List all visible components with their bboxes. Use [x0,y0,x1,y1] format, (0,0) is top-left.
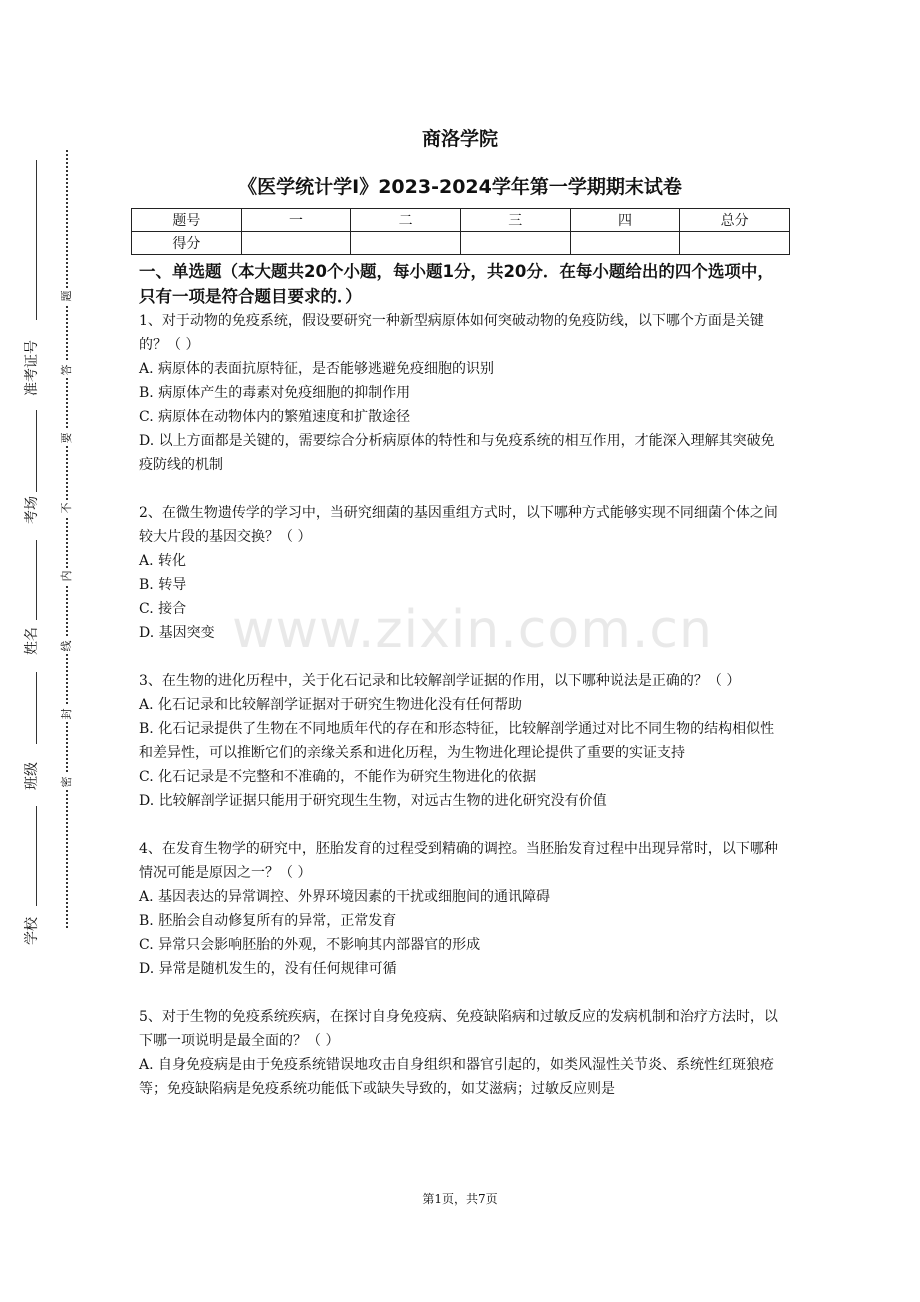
field-label-admission: 准考证号 [24,340,40,396]
question-option: C. 异常只会影响胚胎的外观，不影响其内部器官的形成 [139,937,481,953]
question-4 [139,837,784,981]
score-header-cell: 一 [241,209,351,232]
binding-char: 内 [59,568,75,584]
field-label-school: 学校 [24,917,40,945]
binding-char: 封 [59,706,75,722]
question-option: B. 病原体产生的毒素对免疫细胞的抑制作用 [139,385,411,401]
field-line-school [36,806,37,906]
score-header-cell: 二 [351,209,461,232]
binding-char: 答 [59,362,75,378]
question-stem: 4、在发育生物学的研究中，胚胎发育的过程受到精确的调控。当胚胎发育过程中出现异常时，以下哪种情况可能是原因之一？（ ） [139,841,778,881]
binding-char: 要 [59,430,75,446]
question-option: D. 异常是随机发生的，没有任何规律可循 [139,961,397,977]
binding-char: 不 [59,500,75,516]
question-stem: 3、在生物的进化历程中，关于化石记录和比较解剖学证据的作用，以下哪种说法是正确的？（ ） [139,673,741,689]
score-header-cell: 总分 [680,209,790,232]
score-cell [460,232,570,255]
score-header-cell: 四 [570,209,680,232]
score-cell [570,232,680,255]
score-cell [241,232,351,255]
questions-body [139,309,784,1125]
field-label-class: 班级 [24,762,40,790]
score-table [131,208,790,255]
question-3 [139,669,784,813]
binding-char: 题 [59,288,75,304]
question-option: A. 化石记录和比较解剖学证据对于研究生物进化没有任何帮助 [139,697,523,713]
field-line-class [36,672,37,744]
question-option: A. 基因表达的异常调控、外界环境因素的干扰或细胞间的通讯障碍 [139,889,551,905]
question-option: D. 以上方面都是关键的，需要综合分析病原体的特性和与免疫系统的相互作用，才能深入理解其突破免疫防线的机制 [139,433,775,473]
field-label-room: 考场 [24,496,40,524]
question-option: D. 比较解剖学证据只能用于研究现生生物，对远古生物的进化研究没有价值 [139,793,607,809]
field-line-room [36,410,37,492]
page-number: 第1页，共7页 [422,1192,498,1206]
question-1 [139,309,784,477]
question-option: D. 基因突变 [139,625,215,641]
section-heading: 一、单选题（本大题共20个小题，每小题1分，共20分．在每小题给出的四个选项中，只有一项是符合题目要求的．） [139,262,774,306]
question-stem: 5、对于生物的免疫系统疾病，在探讨自身免疫病、免疫缺陷病和过敏反应的发病机制和治疗方法时，以下哪一项说明是最全面的？（ ） [139,1009,778,1049]
school-name: 商洛学院 [421,128,498,150]
question-option: A. 病原体的表面抗原特征，是否能够逃避免疫细胞的识别 [139,361,495,377]
question-option: A. 转化 [139,553,187,569]
score-cell [351,232,461,255]
score-table-header-row [132,209,790,232]
watermark: www.zixin.com.cn [232,600,713,660]
question-option: C. 病原体在动物体内的繁殖速度和扩散途径 [139,409,411,425]
binding-char: 线 [59,638,75,654]
question-option: C. 接合 [139,601,187,617]
question-option: B. 胚胎会自动修复所有的异常，正常发育 [139,913,397,929]
binding-char: 密 [59,774,75,790]
question-option: C. 化石记录是不完整和不准确的，不能作为研究生物进化的依据 [139,769,537,785]
field-line-name [36,540,37,620]
question-5 [139,1005,784,1101]
score-table-score-row [132,232,790,255]
question-option: B. 化石记录提供了生物在不同地质年代的存在和形态特征，比较解剖学通过对比不同生物的结构相似性和差异性，可以推断它们的亲缘关系和进化历程，为生物进化理论提供了重要的实证支持 [139,721,775,761]
question-option: A. 自身免疫病是由于免疫系统错误地攻击自身组织和器官引起的，如类风湿性关节炎、系统性红斑狼疮等；免疫缺陷病是免疫系统功能低下或缺失导致的，如艾滋病；过敏反应则是 [139,1057,775,1097]
question-stem: 2、在微生物遗传学的学习中，当研究细菌的基因重组方式时，以下哪种方式能够实现不同细菌个体之间较大片段的基因交换？（ ） [139,505,778,545]
question-option: B. 转导 [139,577,187,593]
score-header-cell: 三 [460,209,570,232]
binding-dotted-line [66,150,68,928]
score-header-cell: 题号 [132,209,242,232]
score-row-label: 得分 [132,232,242,255]
field-label-name: 姓名 [24,627,40,655]
exam-title: 《医学统计学Ⅰ》2023-2024学年第一学期期末试卷 [238,176,682,198]
question-stem: 1、对于动物的免疫系统，假设要研究一种新型病原体如何突破动物的免疫防线，以下哪个方面是关键的？（ ） [139,313,764,353]
score-cell [680,232,790,255]
